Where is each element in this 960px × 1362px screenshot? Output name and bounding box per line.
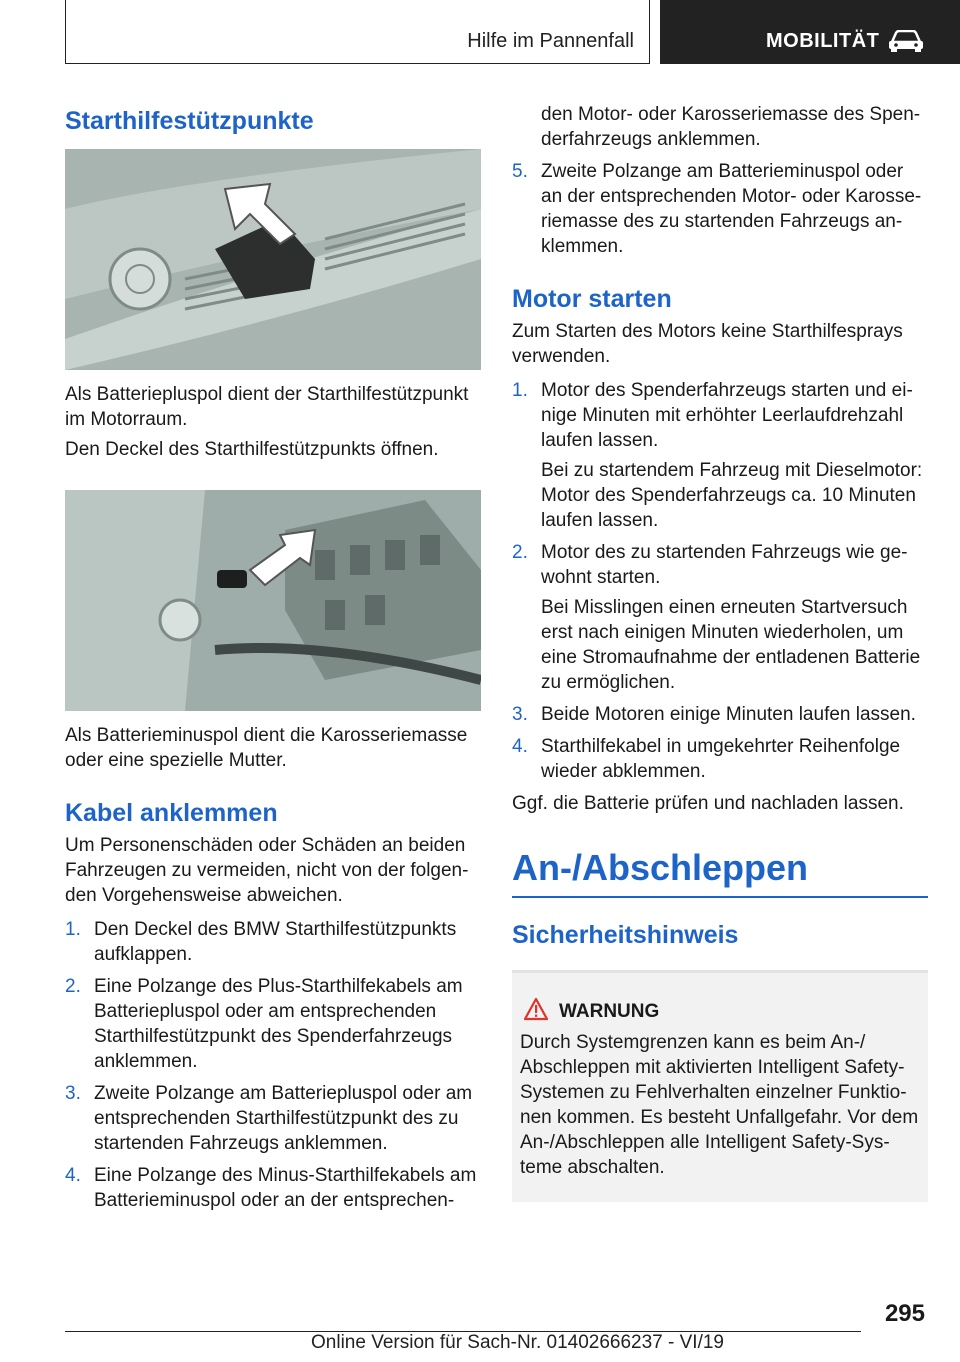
page-number: 295 xyxy=(884,1300,925,1327)
warning-triangle-icon xyxy=(523,997,549,1021)
paragraph-open-cover: Den Deckel des Starthilfestützpunkts öffnen. xyxy=(65,439,439,460)
list-item: 1. Motor des Spenderfahrzeugs starten und ei-nige Minuten mit erhöhter Leerlaufdrehzahl laufen lassen. Bei zu startendem Fahrzeug mit Dieselmotor: Motor des Spenderfahrzeugs ca. 10 Minuten laufen lassen. xyxy=(512,378,928,533)
paragraph-kabel-intro: Um Personenschäden oder Schäden an beiden Fahrzeugen zu vermeiden, nicht von der folgen-den Vorgehensweise abweichen. xyxy=(65,835,469,906)
list-item: 1. Den Deckel des BMW Starthilfestützpunkts aufklappen. xyxy=(65,919,457,965)
header-section-title: Hilfe im Pannenfall xyxy=(467,30,634,52)
left-column xyxy=(65,106,481,1213)
photo-ground-nut xyxy=(65,490,481,711)
list-item: 4. Eine Polzange des Minus-Starthilfekabels am Batterieminuspol oder an der entsprechen- xyxy=(65,1165,477,1211)
list-item: 3. Zweite Polzange am Batteriepluspol oder am entsprechenden Starthilfestützpunkt des zu startenden Fahrzeugs anklemmen. xyxy=(65,1083,473,1154)
chapter-divider xyxy=(512,896,928,898)
section-title-sicherheit: Sicherheitshinweis xyxy=(512,921,739,949)
list-item-note: Bei Misslingen einen erneuten Startversuch erst nach einigen Minuten wiederholen, um eine Stromaufnahme der entladenen Batterie zu ermöglichen. xyxy=(541,597,921,693)
motor-steps-list xyxy=(512,378,928,784)
list-item: 2. Eine Polzange des Plus-Starthilfekabels am Batteriepluspol oder am entsprechenden Starthilfestützpunkt des Spenderfahrzeugs anklemmen. xyxy=(65,976,463,1072)
warning-text: Durch Systemgrenzen kann es beim An-/ Abschleppen mit aktivierten Intelligent Safety-Systemen zu Fehlverhalten einzelner Funktio-nen kommen. Es besteht Unfallgefahr. Vor dem An-/Abschleppen alle Intelligent Safety-Sys-teme abschalten. xyxy=(520,1032,919,1178)
footer-online-version: Online Version für Sach-Nr. 01402666237 - VI/19 xyxy=(311,1332,724,1353)
paragraph-motor-outro: Ggf. die Batterie prüfen und nachladen lassen. xyxy=(512,793,904,814)
car-icon xyxy=(888,30,924,52)
section-title-motor: Motor starten xyxy=(512,285,672,313)
list-item: 5. Zweite Polzange am Batterieminuspol oder an der entsprechenden Motor- oder Karosse-riemasse des zu startenden Fahrzeugs an-klemmen. xyxy=(512,161,922,257)
paragraph-motor-intro: Zum Starten des Motors keine Starthilfesprays verwenden. xyxy=(512,321,903,367)
paragraph-minuspol: Als Batterieminuspol dient die Karosseriemasse oder eine spezielle Mutter. xyxy=(65,725,468,771)
kabel-steps-list xyxy=(65,917,481,1213)
photo-jumpstart-terminal xyxy=(65,149,481,370)
warning-label: WARNUNG xyxy=(559,1001,660,1022)
chapter-title-abschleppen: An-/Abschleppen xyxy=(512,847,809,888)
header-chapter-title: MOBILITÄT xyxy=(766,30,880,52)
list-item: 2. Motor des zu startenden Fahrzeugs wie ge-wohnt starten. Bei Misslingen einen erneuten Startversuch erst nach einigen Minuten wiederholen, um eine Stromaufnahme der entladenen Batterie zu ermöglichen. xyxy=(512,540,928,695)
warning-box xyxy=(512,970,928,1202)
right-column xyxy=(512,102,928,1202)
kabel-steps-list-continued xyxy=(512,102,928,259)
section-title-starthilfe: Starthilfestützpunkte xyxy=(65,107,314,135)
list-item-continued: den Motor- oder Karosseriemasse des Spen-derfahrzeugs anklemmen. xyxy=(541,104,921,150)
list-item: 4. Starthilfekabel in umgekehrter Reihenfolge wieder abklemmen. xyxy=(512,736,901,782)
list-item-note: Bei zu startendem Fahrzeug mit Dieselmotor: Motor des Spenderfahrzeugs ca. 10 Minuten laufen lassen. xyxy=(541,460,923,531)
paragraph-pluspol: Als Batteriepluspol dient der Starthilfestützpunkt im Motorraum. xyxy=(65,384,469,430)
section-title-kabel: Kabel anklemmen xyxy=(65,799,278,827)
warning-title xyxy=(559,999,920,1024)
list-item: 3. Beide Motoren einige Minuten laufen lassen. xyxy=(512,704,916,725)
